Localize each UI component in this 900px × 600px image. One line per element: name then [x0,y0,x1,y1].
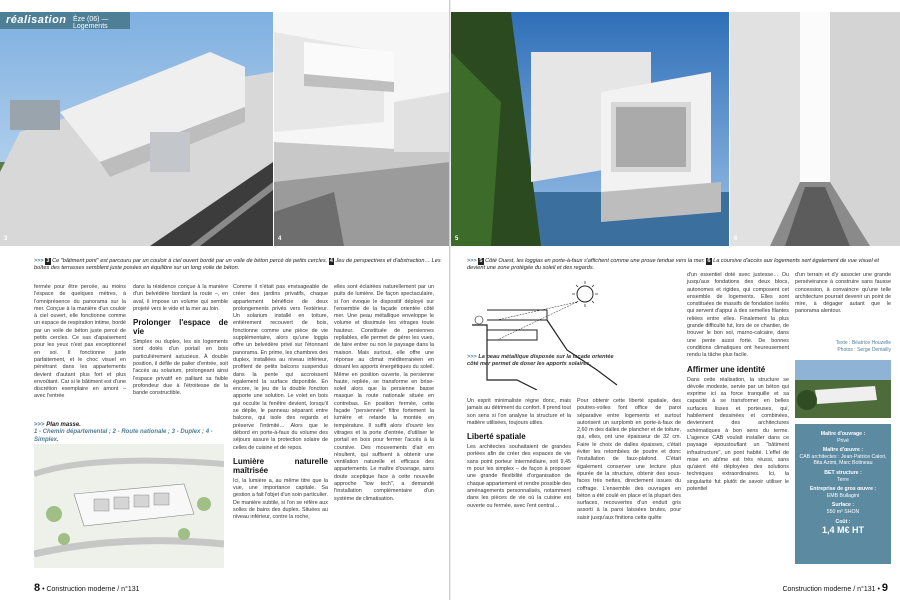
photo-number: 3 [4,236,8,242]
solar-diagram [467,280,622,390]
body-paragraph: Les architectes souhaitaient de grandes portées afin de créer des espaces de vie sans point porteur intermédiaire, soit 9,45 m pour les simplex – de façon à proposer une grande flexibilité d'organisation de chaque appartement et rendre possible des aménagements personnalisés, notamment dans les pièces de vie où la cuisine est ouverte ou fermée, avec l'ent central… [467,444,571,509]
body-paragraph: dans la résidence conçue à la manière d'un belvédère bordant la route –, en aval, il impose un volume qui semble projeté vers le vide et la mer au loin. [133,284,228,312]
subheading: Affirmer une identité [687,364,766,374]
body-paragraph: Ici, la lumière a, au même titre que la vue, une importance capitale. Sa gestion a fait l'objet d'un soin particulier. De manière subtile, si l'on se réfère aux solles de bains des duplex. Situées au niveau inférieur, contre la roche, [233,477,328,521]
cost-label: Coût : [835,518,851,525]
caption-marker: >>> [467,258,477,264]
caption-text: La coursive d'accès aux logements sert également de vue visuel et devient une zone protégée du soleil et des regards. [467,258,879,272]
text-column-1 [34,284,126,403]
photo-3 [0,12,273,246]
plan-caption [34,422,224,444]
photo-caption-right [467,258,887,272]
caption-text: La peau métallique disposée sur la façade orientée côté mer permet de doser les apports solaires. [467,354,614,367]
factbox-value: EMB Bullagini [826,492,860,499]
text-column-2 [133,284,228,400]
plan-legend: 1 - Chemin départemental ; 2 - Route nationale ; 3 - Duplex ; 4 - Simplex. [34,429,213,443]
photo-5 [451,12,729,246]
factbox-value: 550 m² SHON [826,508,860,515]
page-number: 8 [34,582,41,594]
caption-text: Ce "bâtiment pont" est parcouru par un couloir à ciel ouvert bordé par un voile de béton percé de petits cercles. [52,258,328,264]
text-column-8 [795,272,891,318]
body-paragraph: d'un essentiel doté avec justesse… Ou jusqu'aux fondations des deux blocs, autonomes et rigides, qui composent cet ensemble de logements. Elles sont constituées de massifs de fondation isolés qui servent d'appui à des semelles filantes reliées entre elles. Finalement la plus grande difficulté fut, lors de ce chantier, de trouver le bon sol, marno-calcaire, dans une pente aussi forte. De bonnes conditions climatiques ont heureusement rendu la tâche plus facile. [687,272,789,359]
factbox-label: Maître d'œuvre : [822,447,864,454]
magazine-name: • Construction moderne / n°131 [42,586,140,593]
text-column-6 [577,398,681,524]
section-header [0,12,130,29]
subheading: Lumière naturelle maîtrisée [233,456,328,475]
diagram-caption [467,354,617,368]
credit-label: Photos : [837,346,856,353]
caption-number: 6 [707,258,711,264]
subheading: Liberté spatiale [467,432,526,442]
magazine-name: Construction moderne / n°131 • [782,586,880,593]
photo-caption-left [34,258,444,272]
caption-marker: >>> [467,354,477,360]
photo-4 [274,12,450,246]
plan-title: Plan masse. [46,422,81,428]
factbox-value: Terre [837,476,849,483]
caption-marker: >>> [34,258,44,264]
body-paragraph: Un esprit minimaliste règne donc, mais jamais au détriment du confort. Il prend tout son sens si l'on analyse la structure et la matière utilisées, toujours utiles. [467,398,571,426]
factbox-value: Privé [837,437,849,444]
site-plan [34,444,224,568]
text-column-7 [687,272,789,495]
body-paragraph: Dans cette réalisation, la structure se dévoile modeste, servie par un béton qui exprime ici sa force tranquille et sa capacité à se transformer en belles surfaces lisses et porteuses, qui, habilement dessinées et combinées, deviennent des architectures schématiques à bon sens du terme. L'agence CAB voulait installer dans ce paysage époustouflant un "bâtiment infrastructure", un pont habité. L'effet de mise en abîme est très réussi, sans qu'aient été déployées des solutions techniques extraordinaires. Ici, la singularité fut plutôt de savoir utiliser le potentiel [687,376,789,493]
body-paragraph: elles sont éclairées naturellement par un puits de lumière. De façon spectaculaire, si l'on évoque le dispositif déployé sur l'ensemble de la façade orientée côté mer. Une peau métallique enveloppe le volume et dissimule les vitrages toute hauteur. Constituée de persiennes repliables, elle permet de gérer les vues, de faire entrer ou non le paysage dans la maison. Mais surtout, elle offre une réponse au climat méditerranéen en dosant les apports énergétiques du soleil. Même en position ouverte, la persienne haute, repliée, se transforme en brise-soleil alors que la persienne basse masque la route nationale située en contrebas. En position fermée, cette façade "persiennée" filtre fortement la lumière et retarde la montée en température. Il suffit alors d'ouvrir les vitrages et la porte d'entrée, d'utiliser le portail en bois pour fermer l'accès à la coursive. Des mouvements d'air en résultent, qui suffisent à obtenir une ventilation naturelle et efficace des appartements. Le maître d'ouvrage, sans doute sceptique face à cette nouvelle approche "low tech", a demandé l'installation complémentaire d'un système de climatisation. [334,284,434,502]
credit-name: Béatrice Houzelle [851,340,891,346]
section-rubric: réalisation [6,14,67,26]
photo-number: 6 [734,236,738,242]
cost-value: 1,4 M€ HT [821,525,864,536]
credit-label: Texte : [835,340,851,346]
caption-number: 5 [479,258,483,264]
text-column-5 [467,398,571,512]
text-column-4 [334,284,434,505]
caption-number: 4 [329,258,333,264]
factbox-value: CAB architectes : Jean-Patrice Calori, Bita Azimi, Marc Botineau [799,453,887,467]
caption-text: Côté Ouest, les loggias en porte-à-faux s'affichent comme une proue tendue vers la mer. [485,258,705,264]
factbox-label: BET structure : [824,469,862,476]
credits [795,340,891,353]
photo-thumbnail [795,360,891,418]
left-footer [34,582,140,594]
body-paragraph: d'un terrain et d'y associer une grande persévérance à construire sans fausse concession, à convaincre qu'une telle architecture pourrait devenir un point de mire, à dégager autant que le panorama alentour. [795,272,891,315]
subheading: Prolonger l'espace de vie [133,318,228,337]
page-number: 9 [881,582,888,594]
factbox-items [797,431,889,516]
factbox-label: Maître d'ouvrage : [820,431,866,437]
body-paragraph: Comme il n'était pas envisageable de créer des jardins privatifs, chaque appartement bénéficie de deux prolongements privés vers l'extérieur. Un solarium installé en toiture, entièrement recouvert de bois, fonctionne comme une pièce de vie supplémentaire, alors qu'une loggia offre un belvédère privé sur l'étonnant panorama. En prime, les chambres des duplex, installées au niveau inférieur, profitent de petits balcons suspendus dans la pente qui accroissent également la surface disponible. En encore, le jeu de la double fonction apporte une solution. Le volet en bois qui occulte la fenêtre devient, lorsqu'il se déplie, le panneau séparant entre balcons, qui isole des regards et préserve l'intimité… Alors que le débord en porte-à-faux du volume des séjours assure la protection solaire de celles de cuisine et de repos. [233,284,328,451]
right-footer [782,582,888,594]
body-paragraph: fermée pour être percée, au moins l'espace de quelques mètres, à l'omniprésence du panorama sur la mer. Conçue à la manière d'un couloir à ciel ouvert, elle fonctionne comme un espace de respiration intime, bordé par un voile de béton juste percé de petits cercles. Ce sas d'apaisement pour les yeux n'est pas exceptionnel en soi. Il fonctionne juste parfaitement, et le choc visuel en pénétrant dans les appartements devient d'autant plus fort et plus envoûtant. Car si le bâtiment est d'une discrétion exemplaire en amont – avec l'entrée [34,284,126,400]
body-paragraph: Pour obtenir cette liberté spatiale, des poutres-voiles font office de paroi séparative entre logements et surtout autorisent un surplomb en porte-à-faux de 2,60 m des dalles de plancher et de toiture, qui, elles, ont une épaisseur de 32 cm. Faire le choix de dalles épaisses, c'était éviter les retombées de poutre et donc l'installation de faux-plafond. C'était également conserver une lecture plus épurée de la structure, obtenir des sous-faces très nettes, directement issues du coffrage. L'ensemble des ouvrages en béton a été coulé en place et la plupart des surfaces, recouvertes d'un enduit gris assorti à la paroi laissées brutes, pour saisir jusqu'aux finitions cette quête [577,398,681,521]
caption-text: Jeu de perspectives et d'abstraction… Les boîtes des terrasses semblent juste posées en équilibre sur un long voile de béton. [34,258,441,272]
factbox-label: Surface : [831,502,855,509]
factbox-label: Entreprise de gros œuvre : [809,486,877,493]
right-page [451,0,900,600]
text-column-3 [233,284,328,524]
section-location: Èze (06) — Logements [73,16,109,30]
credit-name: Serge Demailly [857,346,891,353]
body-paragraph: Simplex ou duplex, les six logements sont dotés d'un portail en bois particulièrement astucieux. À double position, il défile de palier d'entrée, soit l'accès au solarium, prolongeant ainsi l'espace privatif en palliant sa faible profondeur due à l'étroitesse de la bande constructible. [133,339,228,397]
photo-number: 5 [455,236,459,242]
caption-number: 3 [46,258,50,264]
photo-number: 4 [278,236,282,242]
caption-marker: >>> [34,422,45,428]
photo-6 [730,12,900,246]
project-factbox [795,424,891,564]
